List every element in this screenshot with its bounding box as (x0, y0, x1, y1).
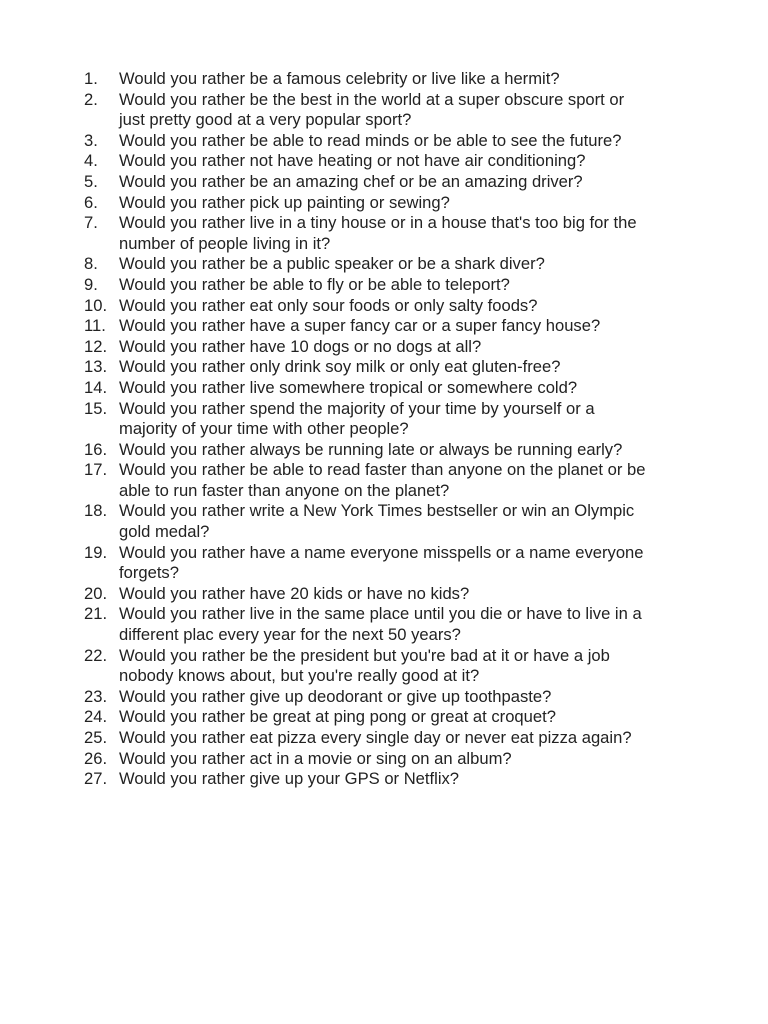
item-text: Would you rather write a New York Times bestseller or win an Olympic gold medal? (119, 501, 635, 542)
list-item (84, 584, 704, 605)
item-text: Would you rather only drink soy milk or only eat gluten-free? (119, 357, 561, 377)
question-list (84, 69, 704, 790)
item-number: 15. (84, 398, 108, 418)
list-item (84, 316, 704, 337)
list-item (84, 749, 704, 770)
list-item (84, 460, 704, 501)
list-item (84, 399, 704, 440)
item-text: Would you rather pick up painting or sewing? (119, 192, 450, 212)
item-number: 7. (84, 213, 98, 233)
item-text: Would you rather eat only sour foods or only salty foods? (119, 295, 538, 315)
list-item (84, 769, 704, 790)
item-number: 17. (84, 460, 108, 480)
list-item (84, 90, 704, 131)
item-number: 13. (84, 357, 108, 377)
item-text: Would you rather have a super fancy car or a super fancy house? (119, 316, 601, 336)
list-item (84, 254, 704, 275)
list-item (84, 707, 704, 728)
list-item (84, 543, 704, 584)
list-item (84, 296, 704, 317)
item-number: 5. (84, 171, 98, 191)
item-number: 4. (84, 151, 98, 171)
item-text: Would you rather spend the majority of your time by yourself or a majority of your time with other people? (119, 398, 595, 439)
item-text: Would you rather live in the same place until you die or have to live in a different plac every year for the next 50 years? (119, 604, 642, 645)
list-item (84, 275, 704, 296)
item-text: Would you rather be a famous celebrity or live like a hermit? (119, 69, 560, 88)
item-number: 2. (84, 89, 98, 109)
item-text: Would you rather act in a movie or sing on an album? (119, 748, 512, 768)
list-item (84, 151, 704, 172)
list-item (84, 440, 704, 461)
item-text: Would you rather be an amazing chef or be an amazing driver? (119, 171, 583, 191)
list-item (84, 193, 704, 214)
item-number: 11. (84, 316, 106, 336)
item-text: Would you rather live somewhere tropical or somewhere cold? (119, 377, 578, 397)
list-item (84, 69, 704, 90)
item-text: Would you rather not have heating or not have air conditioning? (119, 151, 586, 171)
item-text: Would you rather live in a tiny house or in a house that's too big for the number of people living in it? (119, 213, 637, 253)
item-text: Would you rather be able to read faster than anyone on the planet or be able to run faster than anyone on the planet? (119, 460, 646, 500)
item-number: 25. (84, 728, 108, 747)
item-number: 16. (84, 439, 108, 459)
item-number: 9. (84, 274, 98, 294)
item-number: 1. (84, 69, 98, 88)
item-number: 6. (84, 192, 98, 212)
item-text: Would you rather always be running late or always be running early? (119, 439, 623, 459)
item-number: 3. (84, 130, 98, 150)
item-text: Would you rather be a public speaker or be a shark diver? (119, 254, 545, 274)
list-item (84, 172, 704, 193)
list-item (84, 687, 704, 708)
item-number: 10. (84, 295, 108, 315)
item-number: 26. (84, 748, 108, 768)
item-text: Would you rather be the best in the world at a super obscure sport or just pretty good at a very popular sport? (119, 89, 625, 130)
list-item (84, 357, 704, 378)
item-text: Would you rather be able to fly or be able to teleport? (119, 274, 510, 294)
list-item (84, 604, 704, 645)
item-text: Would you rather have 10 dogs or no dogs at all? (119, 336, 482, 356)
item-text: Would you rather be great at ping pong or great at croquet? (119, 707, 556, 727)
item-number: 18. (84, 501, 108, 521)
item-text: Would you rather have a name everyone misspells or a name everyone forgets? (119, 542, 644, 583)
item-text: Would you rather give up your GPS or Netflix? (119, 769, 460, 789)
list-item (84, 728, 704, 749)
list-item (84, 646, 704, 687)
list-item (84, 378, 704, 399)
list-item (84, 501, 704, 542)
item-number: 14. (84, 377, 108, 397)
item-text: Would you rather have 20 kids or have no kids? (119, 583, 470, 603)
item-text: Would you rather be the president but you're bad at it or have a job nobody knows about, but you're really good at it? (119, 645, 610, 686)
item-number: 27. (84, 769, 108, 789)
list-item (84, 337, 704, 358)
item-text: Would you rather give up deodorant or give up toothpaste? (119, 686, 552, 706)
item-number: 20. (84, 583, 108, 603)
item-number: 12. (84, 336, 108, 356)
list-item (84, 131, 704, 152)
item-number: 19. (84, 542, 108, 562)
item-number: 23. (84, 686, 108, 706)
item-number: 22. (84, 645, 108, 665)
item-number: 8. (84, 254, 98, 274)
item-number: 24. (84, 707, 108, 727)
item-text: Would you rather eat pizza every single day or never eat pizza again? (119, 728, 632, 747)
item-number: 21. (84, 604, 108, 624)
item-text: Would you rather be able to read minds or be able to see the future? (119, 130, 622, 150)
list-item (84, 213, 704, 254)
